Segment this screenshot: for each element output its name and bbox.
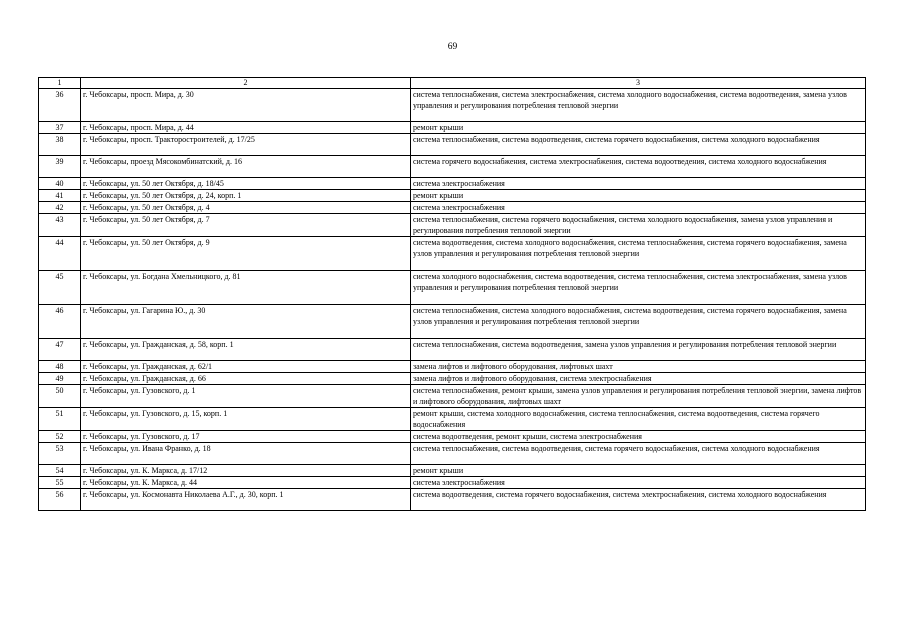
work-list-cell: ремонт крыши — [411, 122, 866, 134]
table-row — [39, 89, 866, 122]
table-row — [39, 134, 866, 156]
header-col-2: 2 — [81, 78, 411, 89]
work-list-cell: ремонт крыши — [411, 465, 866, 477]
address-cell: г. Чебоксары, ул. Космонавта Николаева А.Г., д. 30, корп. 1 — [81, 489, 411, 511]
table-row — [39, 237, 866, 271]
table-row — [39, 178, 866, 190]
row-number-cell: 47 — [39, 339, 81, 361]
address-cell: г. Чебоксары, ул. К. Маркса, д. 44 — [81, 477, 411, 489]
table-row — [39, 202, 866, 214]
table-row — [39, 190, 866, 202]
row-number-cell: 40 — [39, 178, 81, 190]
row-number-cell: 49 — [39, 373, 81, 385]
row-number-cell: 52 — [39, 431, 81, 443]
table-row — [39, 339, 866, 361]
row-number-cell: 55 — [39, 477, 81, 489]
address-cell: г. Чебоксары, ул. Гражданская, д. 66 — [81, 373, 411, 385]
work-list-cell: система водоотведения, система горячего водоснабжения, система электроснабжения, система холодного водоснабжения — [411, 489, 866, 511]
work-list-cell: ремонт крыши, система холодного водоснабжения, система теплоснабжения, система водоотведения, система горячего водоснабжения — [411, 408, 866, 431]
work-list-cell: замена лифтов и лифтового оборудования, система электроснабжения — [411, 373, 866, 385]
row-number-cell: 54 — [39, 465, 81, 477]
address-cell: г. Чебоксары, ул. Гузовского, д. 15, корп. 1 — [81, 408, 411, 431]
address-cell: г. Чебоксары, ул. Гражданская, д. 62/1 — [81, 361, 411, 373]
work-list-cell: ремонт крыши — [411, 190, 866, 202]
address-cell: г. Чебоксары, ул. 50 лет Октября, д. 7 — [81, 214, 411, 237]
table-row — [39, 477, 866, 489]
work-list-cell: система теплоснабжения, система водоотведения, система горячего водоснабжения, система холодного водоснабжения — [411, 443, 866, 465]
work-list-cell: система теплоснабжения, система водоотведения, замена узлов управления и регулирования потребления тепловой энергии — [411, 339, 866, 361]
address-cell: г. Чебоксары, ул. Гражданская, д. 58, корп. 1 — [81, 339, 411, 361]
address-cell: г. Чебоксары, ул. Гузовского, д. 17 — [81, 431, 411, 443]
row-number-cell: 45 — [39, 271, 81, 305]
row-number-cell: 37 — [39, 122, 81, 134]
address-cell: г. Чебоксары, просп. Мира, д. 30 — [81, 89, 411, 122]
address-cell: г. Чебоксары, ул. 50 лет Октября, д. 4 — [81, 202, 411, 214]
row-number-cell: 51 — [39, 408, 81, 431]
table-row — [39, 271, 866, 305]
work-list-cell: система теплоснабжения, система холодного водоснабжения, система водоотведения, система горячего водоснабжения, замена узлов управления и регулирования потребления тепловой энергии — [411, 305, 866, 339]
row-number-cell: 36 — [39, 89, 81, 122]
address-cell: г. Чебоксары, ул. Богдана Хмельницкого, д. 81 — [81, 271, 411, 305]
work-list-cell: замена лифтов и лифтового оборудования, лифтовых шахт — [411, 361, 866, 373]
table-row — [39, 408, 866, 431]
row-number-cell: 39 — [39, 156, 81, 178]
address-cell: г. Чебоксары, ул. 50 лет Октября, д. 24, корп. 1 — [81, 190, 411, 202]
row-number-cell: 38 — [39, 134, 81, 156]
work-list-cell: система теплоснабжения, система водоотведения, система горячего водоснабжения, система холодного водоснабжения — [411, 134, 866, 156]
address-cell: г. Чебоксары, ул. 50 лет Октября, д. 9 — [81, 237, 411, 271]
row-number-cell: 41 — [39, 190, 81, 202]
works-table — [38, 77, 866, 511]
table-row — [39, 156, 866, 178]
work-list-cell: система холодного водоснабжения, система водоотведения, система теплоснабжения, система электроснабжения, замена узлов управления и регулирования потребления тепловой энергии — [411, 271, 866, 305]
work-list-cell: система горячего водоснабжения, система электроснабжения, система водоотведения, система холодного водоснабжения — [411, 156, 866, 178]
address-cell: г. Чебоксары, ул. 50 лет Октября, д. 18/45 — [81, 178, 411, 190]
work-list-cell: система водоотведения, ремонт крыши, система электроснабжения — [411, 431, 866, 443]
table-row — [39, 122, 866, 134]
table-header-row — [39, 78, 866, 89]
row-number-cell: 43 — [39, 214, 81, 237]
address-cell: г. Чебоксары, ул. Гузовского, д. 1 — [81, 385, 411, 408]
work-list-cell: система теплоснабжения, система электроснабжения, система холодного водоснабжения, система водоотведения, замена узлов управления и регулирования потребления тепловой энергии — [411, 89, 866, 122]
table-row — [39, 465, 866, 477]
work-list-cell: система электроснабжения — [411, 477, 866, 489]
page-number: 69 — [447, 42, 458, 52]
row-number-cell: 46 — [39, 305, 81, 339]
table-row — [39, 385, 866, 408]
row-number-cell: 42 — [39, 202, 81, 214]
table-row — [39, 431, 866, 443]
table-row — [39, 443, 866, 465]
work-list-cell: система теплоснабжения, ремонт крыши, замена узлов управления и регулирования потребления тепловой энергии, замена лифтов и лифтового оборудования, лифтовых шахт — [411, 385, 866, 408]
address-cell: г. Чебоксары, ул. Ивана Франко, д. 18 — [81, 443, 411, 465]
table-row — [39, 361, 866, 373]
row-number-cell: 48 — [39, 361, 81, 373]
table-row — [39, 214, 866, 237]
table-row — [39, 373, 866, 385]
row-number-cell: 53 — [39, 443, 81, 465]
table-row — [39, 305, 866, 339]
work-list-cell: система водоотведения, система холодного водоснабжения, система теплоснабжения, система горячего водоснабжения, замена узлов управления и регулирования потребления тепловой энергии — [411, 237, 866, 271]
work-list-cell: система электроснабжения — [411, 178, 866, 190]
header-col-3: 3 — [411, 78, 866, 89]
address-cell: г. Чебоксары, просп. Тракторостроителей, д. 17/25 — [81, 134, 411, 156]
work-list-cell: система теплоснабжения, система горячего водоснабжения, система холодного водоснабжения, замена узлов управления и регулирования потребления тепловой энергии — [411, 214, 866, 237]
table-row — [39, 489, 866, 511]
address-cell: г. Чебоксары, просп. Мира, д. 44 — [81, 122, 411, 134]
row-number-cell: 44 — [39, 237, 81, 271]
work-list-cell: система электроснабжения — [411, 202, 866, 214]
header-col-1: 1 — [39, 78, 81, 89]
address-cell: г. Чебоксары, ул. Гагарина Ю., д. 30 — [81, 305, 411, 339]
row-number-cell: 50 — [39, 385, 81, 408]
address-cell: г. Чебоксары, ул. К. Маркса, д. 17/12 — [81, 465, 411, 477]
address-cell: г. Чебоксары, проезд Мясокомбинатский, д. 16 — [81, 156, 411, 178]
row-number-cell: 56 — [39, 489, 81, 511]
